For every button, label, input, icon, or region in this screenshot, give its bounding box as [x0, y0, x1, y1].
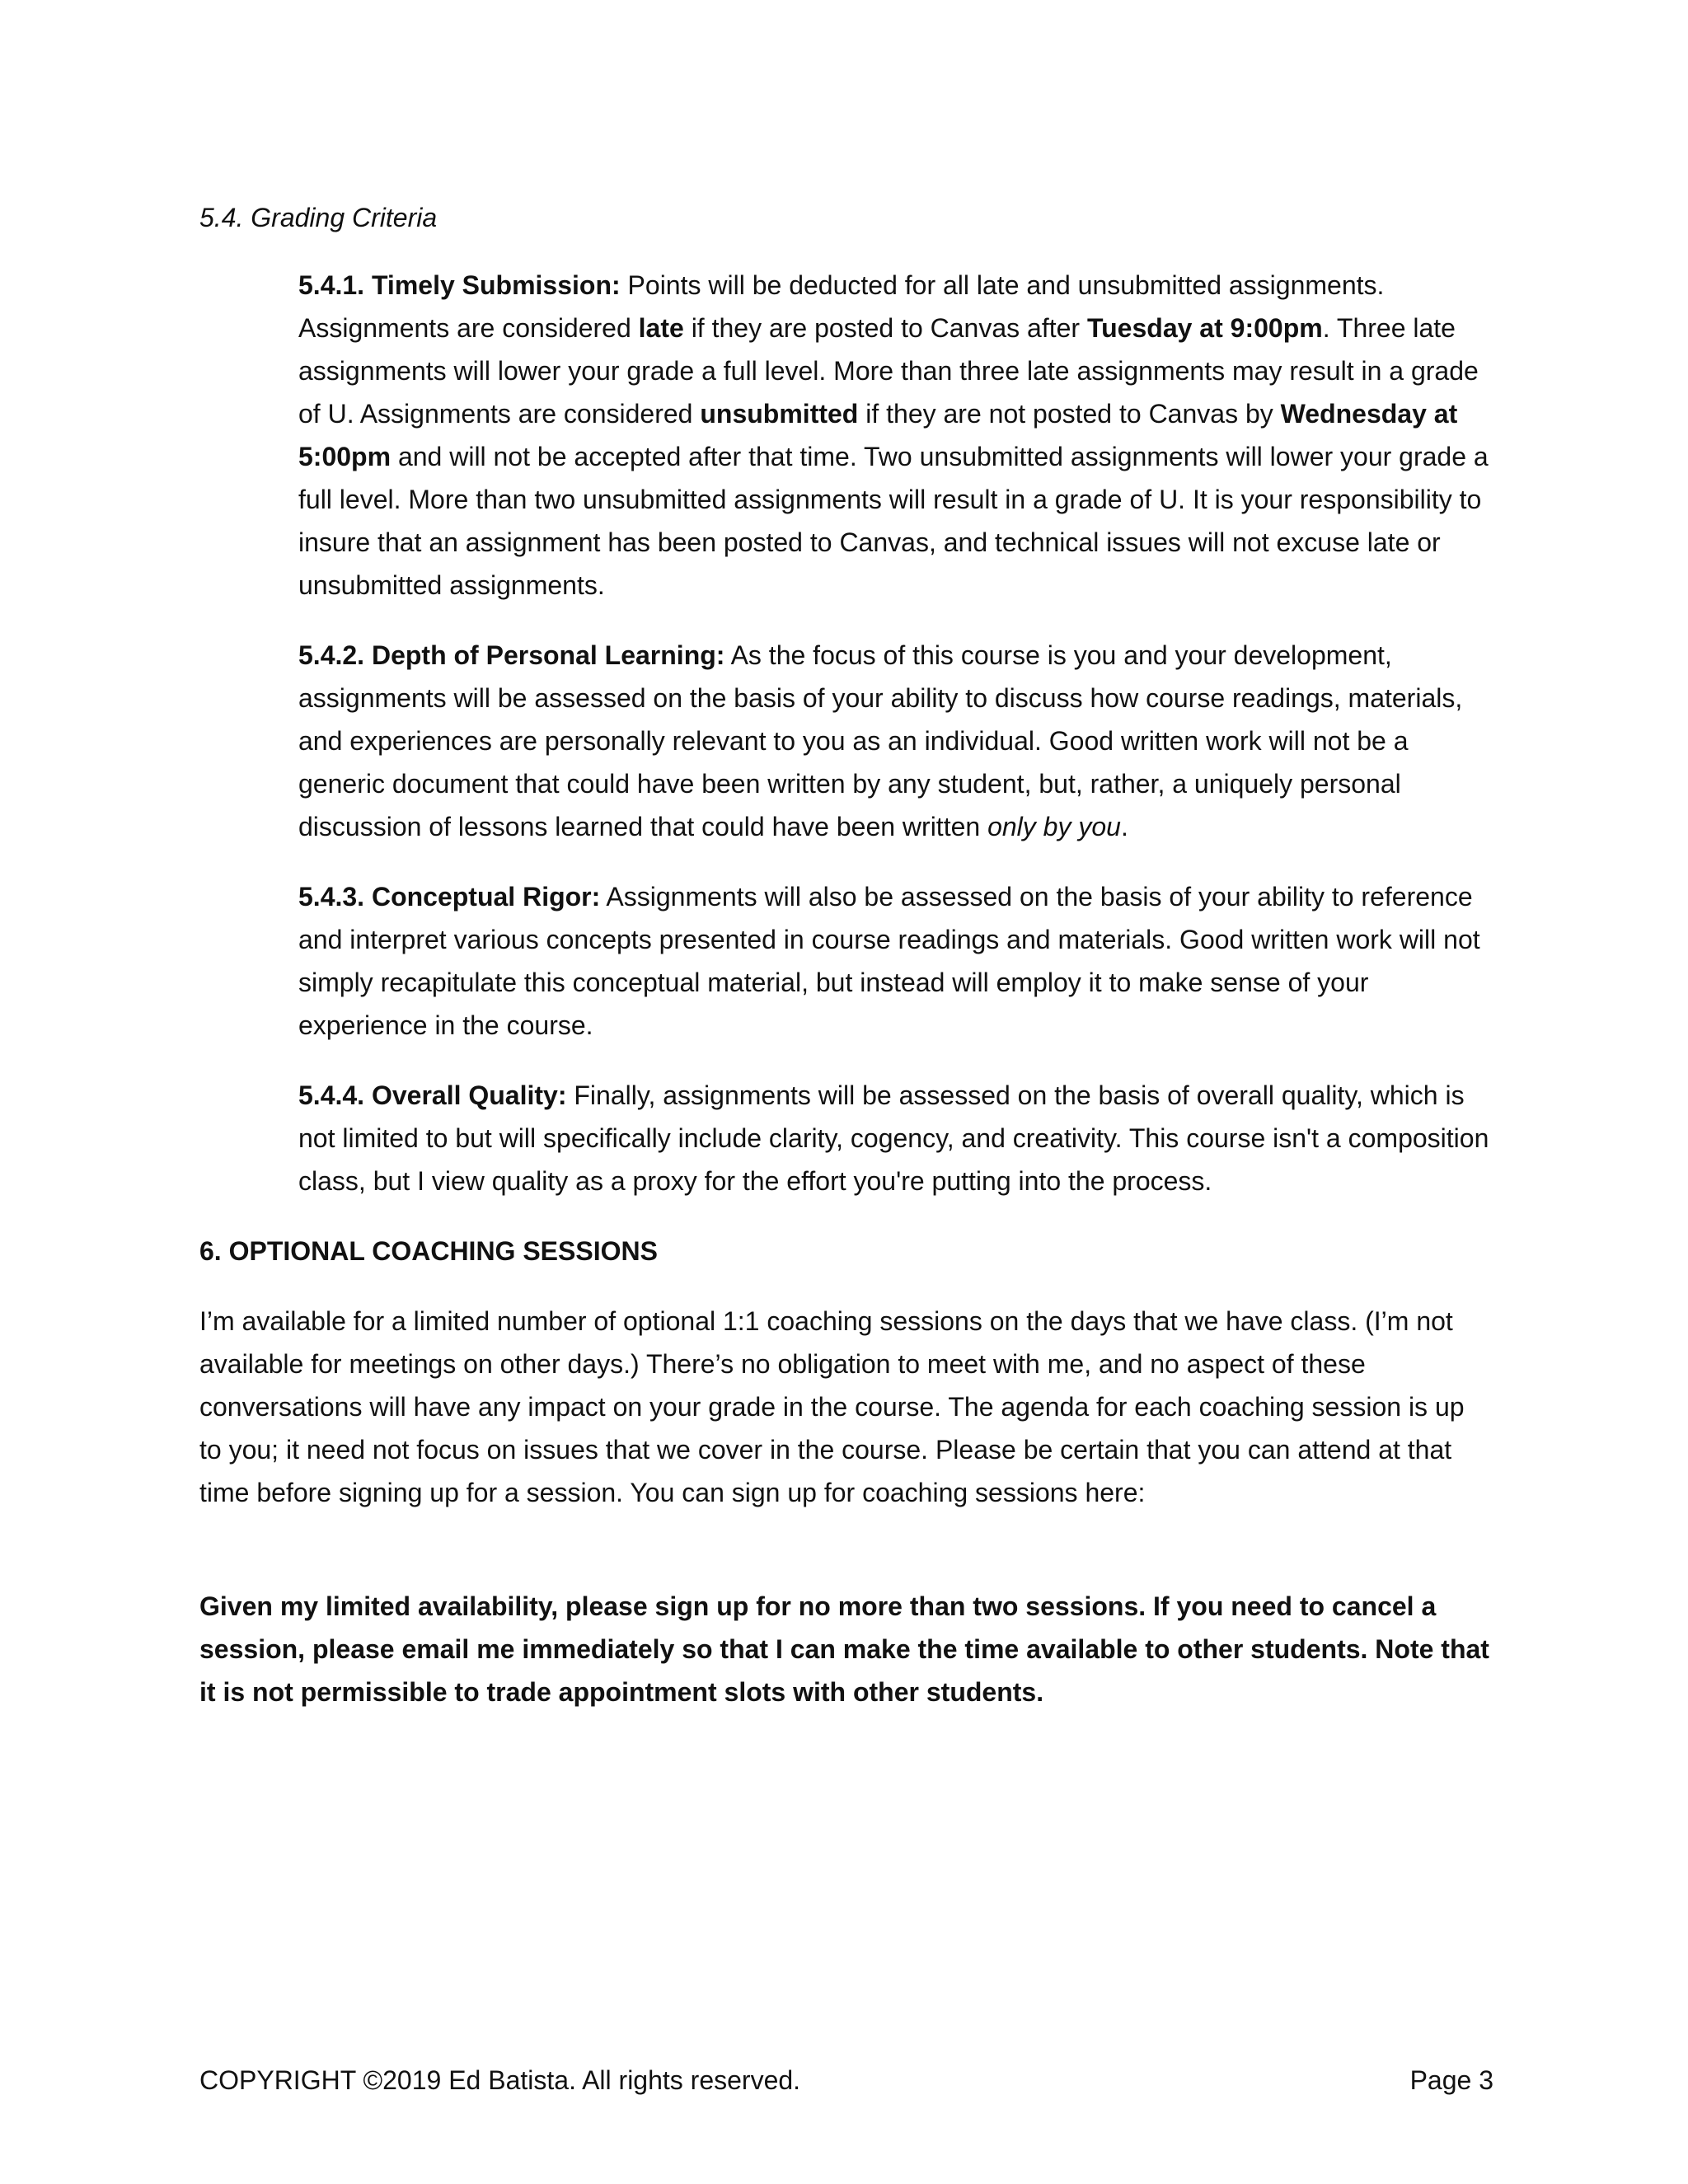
page-content — [199, 196, 1493, 1713]
footer-page-number: Page 3 — [1409, 2065, 1493, 2095]
criterion-overall-quality — [298, 1074, 1493, 1202]
emphasis-deadline-unsubmitted: Wednesday at 5:00pm — [298, 399, 1458, 471]
criterion-text: Assignments will also be assessed on the basis of your ability to reference and interpret various concepts presented in course readings and materials. Good written work will not simply recapitulate this conceptual material, but instead will employ it to make sense of your experience in the course. — [298, 882, 1480, 1040]
emphasis-only-by-you: only by you — [987, 812, 1121, 841]
criterion-depth-of-personal-learning — [298, 634, 1493, 848]
criterion-text: and will not be accepted after that time. Two unsubmitted assignments will lower your grade a full level. More than two unsubmitted assignments will result in a grade of U. It is your responsibility to insure that an assignment has been posted to Canvas, and technical issues will not excuse late or unsubmitted assignments. — [298, 442, 1489, 600]
criterion-text: Points will be deducted for all late and unsubmitted assignments. Assignments are considered — [298, 270, 1385, 343]
criterion-label: 5.4.2. Depth of Personal Learning: — [298, 640, 725, 670]
emphasis-unsubmitted: unsubmitted — [700, 399, 859, 429]
criterion-timely-submission — [298, 264, 1493, 607]
criterion-conceptual-rigor — [298, 875, 1493, 1047]
page-footer — [199, 2059, 1493, 2102]
footer-copyright: COPYRIGHT ©2019 Ed Batista. All rights reserved. — [199, 2065, 801, 2095]
section-heading-coaching: 6. OPTIONAL COACHING SESSIONS — [199, 1236, 658, 1266]
emphasis-deadline-late: Tuesday at 9:00pm — [1086, 313, 1323, 343]
criterion-text: As the focus of this course is you and your development, assignments will be assessed on the basis of your ability to discuss how course readings, materials, and experiences are personally relevant to you as an individual. Good written work will not be a generic document that could have been written by any student, but, rather, a uniquely personal discussion of lessons learned that could have been written — [298, 640, 1463, 841]
criterion-text: if they are not posted to Canvas by — [858, 399, 1281, 429]
criterion-text: . — [1120, 812, 1128, 841]
criterion-text: if they are posted to Canvas after — [683, 313, 1087, 343]
criterion-label: 5.4.1. Timely Submission: — [298, 270, 621, 300]
criterion-text: Finally, assignments will be assessed on the basis of overall quality, which is not limited to but will specifically include clarity, cogency, and creativity. This course isn't a composition class, but I view quality as a proxy for the effort you're putting into the process. — [298, 1080, 1489, 1196]
criterion-label: 5.4.4. Overall Quality: — [298, 1080, 567, 1110]
subsection-title-grading-criteria: 5.4. Grading Criteria — [199, 203, 438, 232]
criterion-label: 5.4.3. Conceptual Rigor: — [298, 882, 601, 912]
coaching-paragraph: I’m available for a limited number of optional 1:1 coaching sessions on the days that we have class. (I’m not available for meetings on other days.) There’s no obligation to meet with me, and no aspect of these conversations will have any impact on your grade in the course. The agenda for each coaching session is up to you; it need not focus on issues that we cover in the course. Please be certain that you can attend at that time before signing up for a session. You can sign up for coaching sessions here: — [199, 1306, 1465, 1507]
criterion-text: . Three late assignments will lower your grade a full level. More than three late assignments may result in a grade of U. Assignments are considered — [298, 313, 1479, 429]
coaching-note: Given my limited availability, please sign up for no more than two sessions. If you need to cancel a session, please email me immediately so that I can make the time available to other students. Note that it is not permissible to trade appointment slots with other students. — [199, 1591, 1489, 1707]
emphasis-late: late — [638, 313, 684, 343]
blank-space — [199, 1514, 1493, 1585]
